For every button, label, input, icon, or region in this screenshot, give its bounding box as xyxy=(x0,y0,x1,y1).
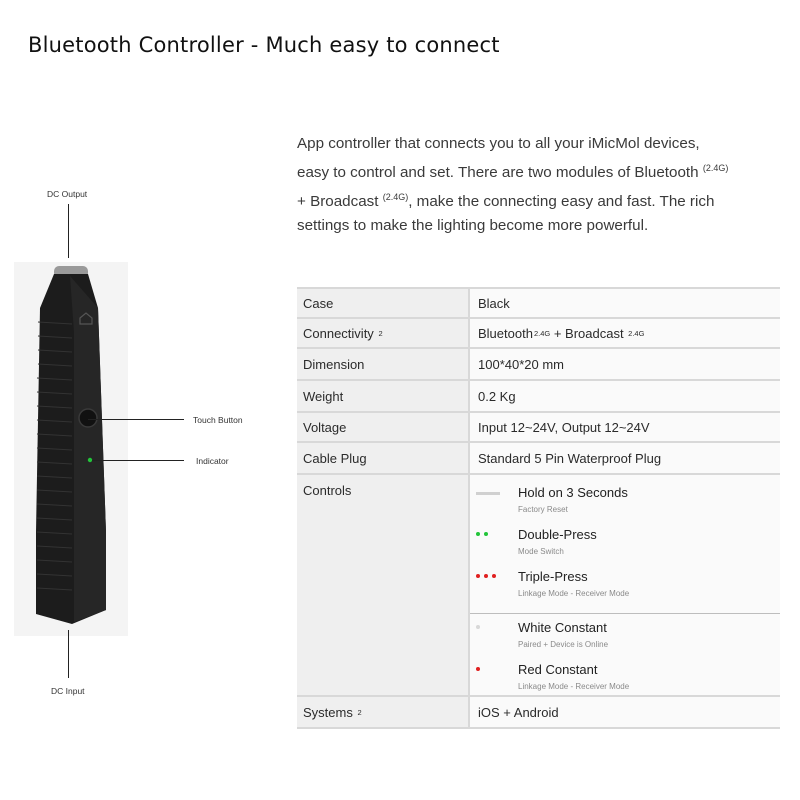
page-title: Bluetooth Controller - Much easy to connect xyxy=(28,33,500,57)
control-item xyxy=(470,485,780,527)
spec-value: Input 12~24V, Output 12~24V xyxy=(470,413,780,441)
spec-label: Connectivity 2 xyxy=(297,319,470,347)
spec-row-case xyxy=(297,289,780,319)
callout-line-dc-input xyxy=(68,630,69,678)
intro-paragraph xyxy=(297,132,777,238)
spec-row-cable-plug xyxy=(297,443,780,475)
control-title: Red Constant xyxy=(518,662,598,677)
spec-value: iOS + Android xyxy=(470,697,780,727)
spec-row-controls xyxy=(297,475,780,697)
spec-label: Weight xyxy=(297,381,470,411)
green-double-dot-icon xyxy=(476,532,504,542)
red-triple-dot-icon xyxy=(476,574,504,584)
controller-device-image xyxy=(14,262,128,636)
spec-row-dimension xyxy=(297,349,780,381)
spec-label: Systems 2 xyxy=(297,697,470,727)
control-item xyxy=(470,620,780,662)
control-title: White Constant xyxy=(518,620,607,635)
control-subtitle: Linkage Mode - Receiver Mode xyxy=(518,589,630,598)
control-item xyxy=(470,569,780,611)
spec-value: 0.2 Kg xyxy=(470,381,780,411)
control-title: Double-Press xyxy=(518,527,597,542)
spec-table xyxy=(297,287,780,729)
control-item xyxy=(470,662,780,704)
intro-line-3: + Broadcast $^{(2.4G)}$, make the connecting easy and fast. The rich xyxy=(297,192,715,211)
callout-line-dc-output xyxy=(68,204,69,258)
control-subtitle: Mode Switch xyxy=(518,547,564,556)
spec-value: Bluetooth 2.4G + Broadcast 2.4G xyxy=(470,319,780,347)
spec-label: Controls xyxy=(297,475,470,695)
spec-label: Case xyxy=(297,289,470,317)
spec-label: Cable Plug xyxy=(297,443,470,473)
callout-line-indicator xyxy=(92,460,184,461)
spec-value: 100*40*20 mm xyxy=(470,349,780,379)
spec-row-connectivity xyxy=(297,319,780,349)
spec-row-voltage xyxy=(297,413,780,443)
control-title: Triple-Press xyxy=(518,569,588,584)
callout-touch-button: Touch Button xyxy=(193,415,243,425)
spec-value: Standard 5 Pin Waterproof Plug xyxy=(470,443,780,473)
touch-button-icon xyxy=(79,409,97,427)
control-item xyxy=(470,527,780,569)
callout-dc-output: DC Output xyxy=(47,189,88,199)
spec-label: Dimension xyxy=(297,349,470,379)
control-subtitle: Linkage Mode - Receiver Mode xyxy=(518,682,630,691)
white-dot-icon xyxy=(476,625,504,635)
intro-line-2: easy to control and set. There are two modules of Bluetooth $^{(2.4G)}$ xyxy=(297,163,729,182)
red-dot-icon xyxy=(476,667,504,677)
spec-value: Black xyxy=(470,289,780,317)
controls-divider xyxy=(470,613,780,614)
callout-dc-input: DC Input xyxy=(51,686,85,696)
control-subtitle: Paired + Device is Online xyxy=(518,640,609,649)
intro-line-1: App controller that connects you to all your iMicMol devices, xyxy=(297,135,700,152)
control-title: Hold on 3 Seconds xyxy=(518,485,628,500)
callout-indicator: Indicator xyxy=(196,456,229,466)
callout-line-touch-button xyxy=(88,419,184,420)
grey-bar-icon xyxy=(476,490,504,500)
device-side xyxy=(70,276,106,622)
control-subtitle: Factory Reset xyxy=(518,505,568,514)
spec-label: Voltage xyxy=(297,413,470,441)
intro-line-4: settings to make the lighting become more powerful. xyxy=(297,217,649,235)
spec-row-weight xyxy=(297,381,780,413)
controls-list xyxy=(470,475,780,695)
